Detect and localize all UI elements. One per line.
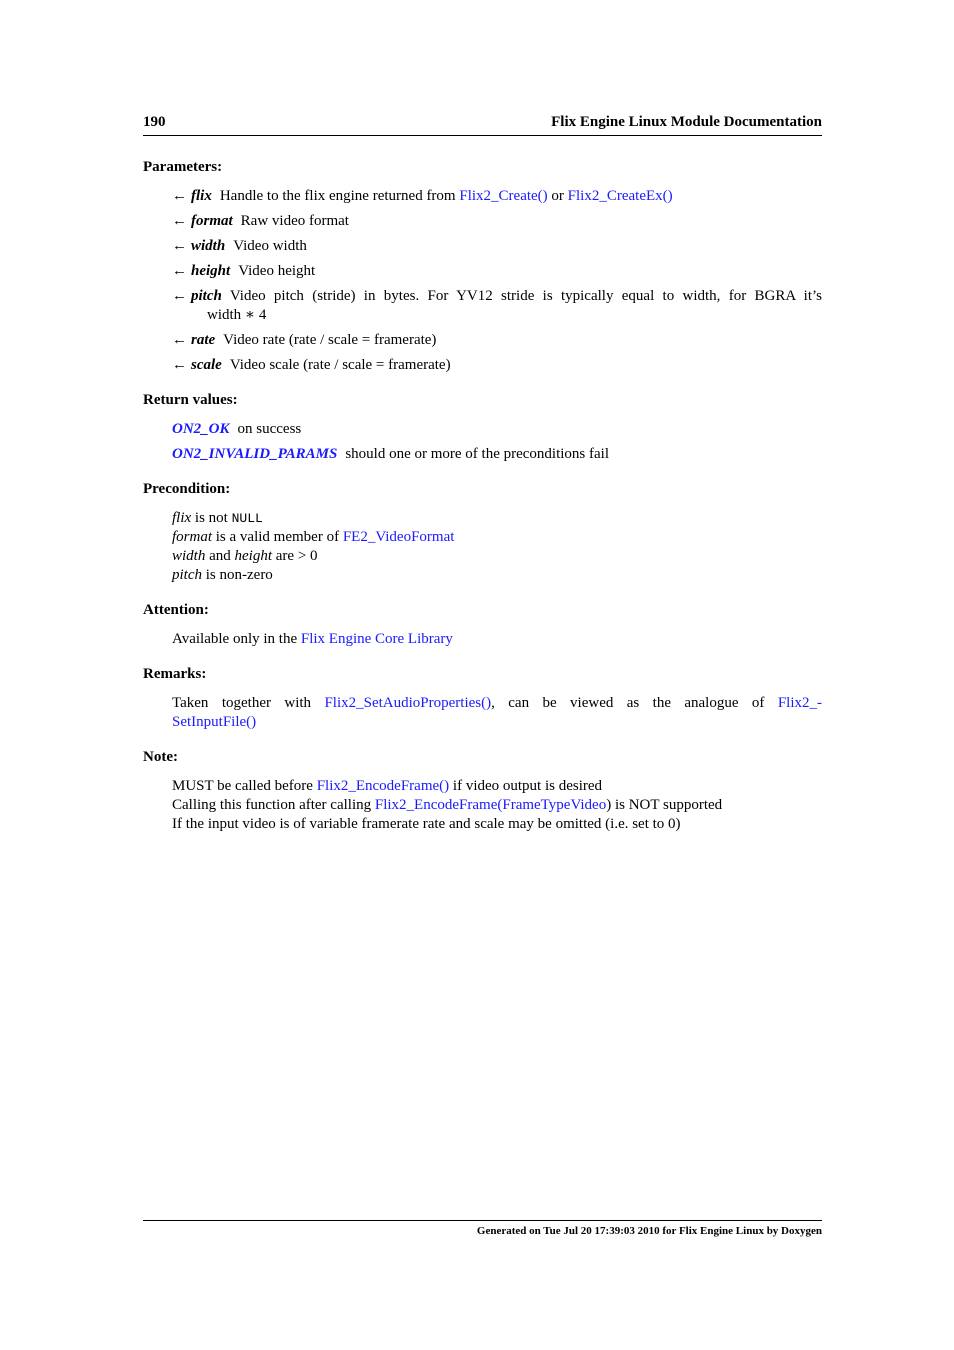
precondition-line <box>172 566 822 585</box>
precondition-term: format <box>172 529 213 545</box>
param-flix <box>172 187 822 206</box>
note-paren: ( <box>497 797 503 813</box>
note-text: ) is NOT supported <box>606 797 723 813</box>
param-name: pitch <box>191 288 222 304</box>
set-audio-properties-link[interactable]: Flix2_SetAudioProperties() <box>324 695 492 711</box>
in-arrow-icon: ← <box>172 213 187 229</box>
param-format <box>172 212 822 231</box>
note-section <box>143 748 822 834</box>
in-arrow-icon: ← <box>172 188 187 204</box>
param-desc: Video scale (rate / scale = framerate) <box>229 357 451 373</box>
return-values-section <box>143 391 822 464</box>
note-heading: Note: <box>143 749 178 765</box>
precondition-section <box>143 480 822 585</box>
precondition-term: height <box>234 548 273 564</box>
in-arrow-icon: ← <box>172 263 187 279</box>
page-footer: Generated on Tue Jul 20 17:39:03 2010 for Flix Engine Linux by Doxygen <box>476 1225 822 1237</box>
precondition-text: are > 0 <box>272 548 318 564</box>
in-arrow-icon: ← <box>172 357 187 373</box>
param-desc: Video height <box>238 263 316 279</box>
param-desc: Video width <box>233 238 307 254</box>
flix2-createex-link[interactable]: Flix2_CreateEx() <box>567 188 673 204</box>
attention-section <box>143 601 822 649</box>
encode-frame-link-2[interactable]: Flix2_EncodeFrame <box>374 797 498 813</box>
in-arrow-icon: ← <box>172 332 187 348</box>
remarks-line <box>172 694 822 713</box>
param-desc: Handle to the flix engine returned from <box>219 188 460 204</box>
note-text: MUST be called before <box>172 778 317 794</box>
retval-on2-ok <box>172 420 822 439</box>
note-text: Calling this function after calling <box>172 797 375 813</box>
param-name: height <box>191 263 231 279</box>
remarks-text: , can be viewed as the analogue of <box>491 695 778 711</box>
param-width <box>172 237 822 256</box>
param-height <box>172 262 822 281</box>
footer-rule <box>143 1220 822 1221</box>
note-line <box>172 796 822 815</box>
encode-frame-link[interactable]: Flix2_EncodeFrame() <box>316 778 450 794</box>
parameters-section <box>143 158 822 375</box>
precondition-line <box>172 509 822 528</box>
parameters-heading: Parameters: <box>143 159 223 175</box>
precondition-text: is not <box>191 510 232 526</box>
precondition-text: is a valid member of <box>212 529 343 545</box>
precondition-text: is non-zero <box>202 567 273 583</box>
return-values-heading: Return values: <box>143 392 238 408</box>
precondition-text: and <box>205 548 235 564</box>
remarks-heading: Remarks: <box>143 666 207 682</box>
document-title: Flix Engine Linux Module Documentation <box>551 114 822 130</box>
precondition-line <box>172 547 822 566</box>
precondition-term: pitch <box>172 567 202 583</box>
param-desc-continued: width ∗ 4 <box>207 307 267 323</box>
page-header <box>143 113 822 136</box>
set-input-file-link-cont[interactable]: SetInputFile() <box>172 714 257 730</box>
param-name: format <box>191 213 233 229</box>
param-name: width <box>191 238 226 254</box>
note-line: If the input video is of variable framerate rate and scale may be omitted (i.e. set to 0) <box>172 816 681 832</box>
set-input-file-link[interactable]: Flix2_- <box>777 695 822 711</box>
param-pitch <box>172 287 822 325</box>
remarks-text: Taken together with <box>172 695 325 711</box>
param-desc-mid: or <box>547 188 568 204</box>
flix2-create-link[interactable]: Flix2_Create() <box>459 188 548 204</box>
in-arrow-icon: ← <box>172 238 187 254</box>
note-text: if video output is desired <box>449 778 603 794</box>
on2-invalid-params-link[interactable]: ON2_INVALID_PARAMS <box>172 446 338 462</box>
remarks-section <box>143 665 822 732</box>
precondition-term: flix <box>172 510 192 526</box>
page-number: 190 <box>143 114 166 130</box>
fe2-videoformat-link[interactable]: FE2_VideoFormat <box>342 529 455 545</box>
param-name: rate <box>191 332 216 348</box>
param-rate <box>172 331 822 350</box>
param-desc: Video rate (rate / scale = framerate) <box>223 332 437 348</box>
param-scale <box>172 356 822 375</box>
attention-heading: Attention: <box>143 602 209 618</box>
retval-on2-invalid-params <box>172 445 822 464</box>
frame-type-video-link[interactable]: FrameTypeVideo <box>502 797 607 813</box>
precondition-term: width <box>172 548 206 564</box>
precondition-code: NULL <box>231 511 263 526</box>
content <box>143 158 822 834</box>
attention-text: Available only in the <box>172 631 301 647</box>
precondition-line <box>172 528 822 547</box>
param-desc: Video pitch (stride) in bytes. For YV12 stride is typically equal to width, for BGRA it’s <box>229 288 822 304</box>
param-name: scale <box>191 357 222 373</box>
note-line <box>172 777 822 796</box>
core-library-link[interactable]: Flix Engine Core Library <box>300 631 453 647</box>
in-arrow-icon: ← <box>172 288 187 304</box>
retval-desc: should one or more of the preconditions fail <box>345 446 609 462</box>
on2-ok-link[interactable]: ON2_OK <box>172 421 230 437</box>
param-desc: Raw video format <box>240 213 349 229</box>
precondition-heading: Precondition: <box>143 481 231 497</box>
param-name: flix <box>191 188 212 204</box>
retval-desc: on success <box>237 421 302 437</box>
